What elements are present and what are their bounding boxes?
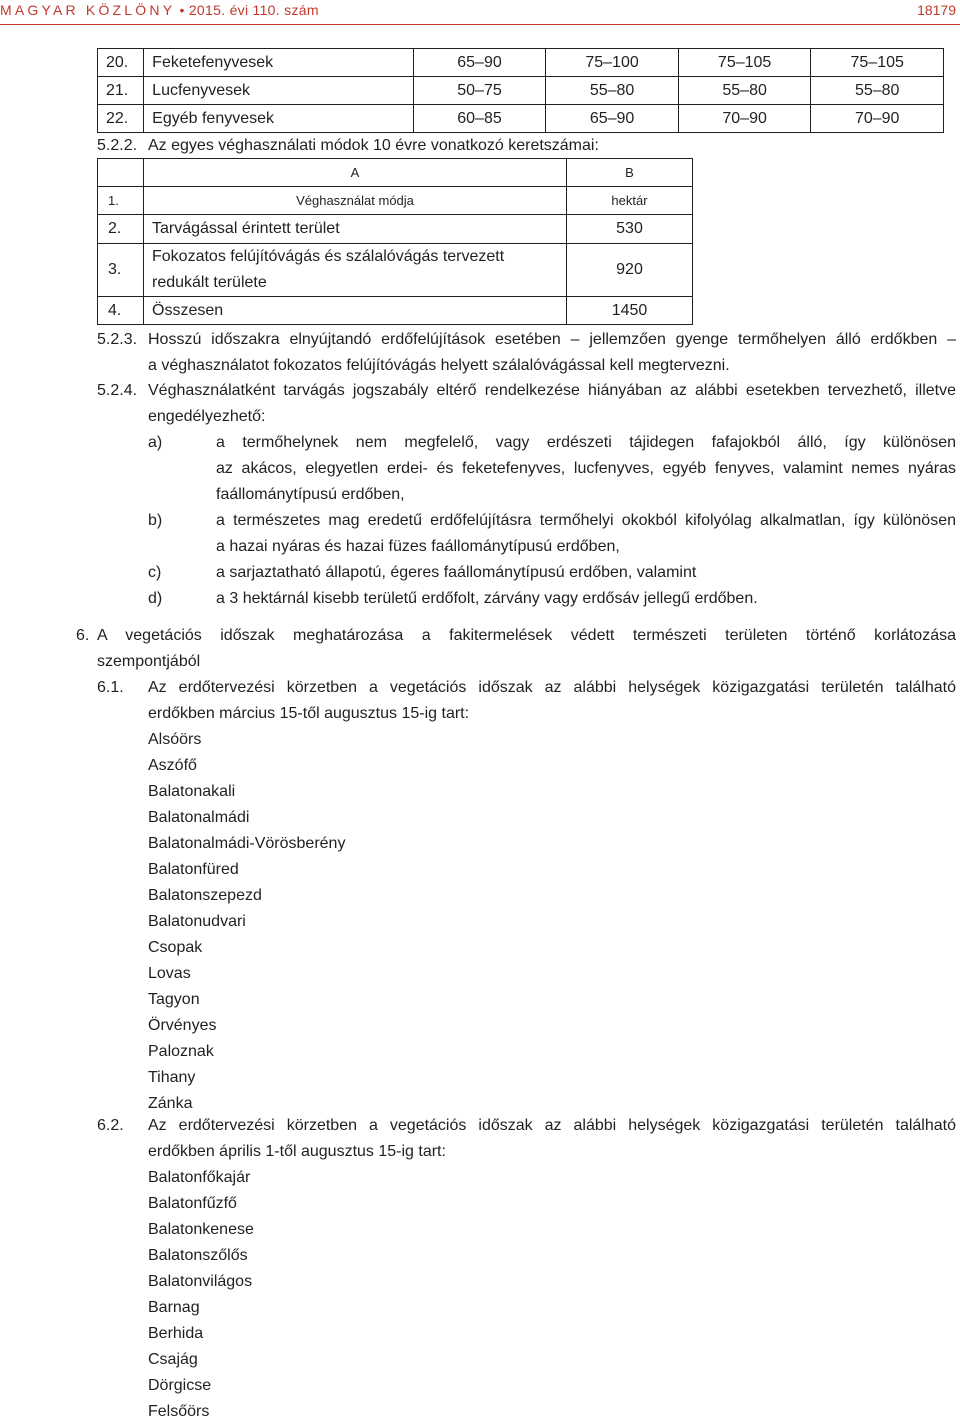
text-line: a termőhelynek nem megfelelő, vagy erdészeti tájidegen fafajokból álló, így különösen xyxy=(216,434,956,451)
text-line: erdőkben március 15-től augusztus 15-ig tart: xyxy=(148,705,470,722)
text-line: a hazai nyáras és hazai füzes faállománytípusú erdőben, xyxy=(216,538,620,555)
column-header-a: A xyxy=(144,159,567,187)
row-value: 1450 xyxy=(567,297,693,325)
row-number: 4. xyxy=(98,297,144,325)
list-label: c) xyxy=(148,564,162,581)
text-line: Az erdőtervezési körzetben a vegetációs időszak az alábbi helységek közigazgatási területén található xyxy=(148,679,956,696)
text-line: faállománytípusú erdőben, xyxy=(216,486,405,503)
list-item: Aszófő xyxy=(148,757,197,774)
page-header xyxy=(0,0,960,24)
text-line: Véghasználatként tarvágás jogszabály eltérő rendelkezése hiányában az alábbi esetekben tervezhető, illetve xyxy=(148,382,956,399)
list-item xyxy=(216,586,758,612)
journal-name: MAGYAR KÖZLÖNY xyxy=(0,2,176,18)
list-item: Balatonudvari xyxy=(148,913,246,930)
header-bullet: • xyxy=(179,2,185,18)
text-line: a természetes mag eredetű erdőfelújításra termőhelyi okokból kifolyólag alkalmatlan, így különösen xyxy=(216,512,956,529)
list-item: Balatonszepezd xyxy=(148,887,262,904)
issue-number: 2015. évi 110. szám xyxy=(188,2,319,18)
species-table xyxy=(97,48,944,133)
list-item: Berhida xyxy=(148,1325,204,1342)
text-line: a véghasználatot fokozatos felújítóvágás helyett szálalóvágással kell megtervezni. xyxy=(148,357,730,374)
cell-value: 60–85 xyxy=(413,105,546,133)
list-item: Balatonszőlős xyxy=(148,1247,248,1264)
table-row xyxy=(98,49,944,77)
list-item xyxy=(216,508,956,560)
table-row xyxy=(98,244,693,297)
row-name: Feketefenyvesek xyxy=(144,49,414,77)
list-item: Csopak xyxy=(148,939,203,956)
row-number: 20. xyxy=(98,49,144,77)
text-line: az akácos, elegyetlen erdei- és feketefenyves, lucfenyves, egyéb fenyves, valamint nemes nyáras xyxy=(216,460,956,477)
cell-value: 70–90 xyxy=(811,105,944,133)
table-header-row xyxy=(98,159,693,187)
text-line: erdőkben április 1-től augusztus 15-ig tart: xyxy=(148,1143,446,1160)
row-number: 21. xyxy=(98,77,144,105)
list-label: d) xyxy=(148,590,163,607)
list-item: Balatonalmádi xyxy=(148,809,250,826)
section-number: 6. xyxy=(76,627,90,644)
section-text xyxy=(148,1113,956,1165)
row-value: 920 xyxy=(567,244,693,297)
list-item: Balatonkenese xyxy=(148,1221,254,1238)
row-number: 22. xyxy=(98,105,144,133)
row-label-line: redukált területe xyxy=(152,274,267,291)
row-name: Egyéb fenyvesek xyxy=(144,105,414,133)
table-row xyxy=(98,105,944,133)
list-item: Balatonakali xyxy=(148,783,236,800)
cell-value: 65–90 xyxy=(413,49,546,77)
text-line: A vegetációs időszak meghatározása a fakitermelések védett természeti területen történő korlátozása xyxy=(97,627,956,644)
list-item: Balatonfüred xyxy=(148,861,239,878)
table-row xyxy=(98,215,693,244)
list-item: Balatonfűzfő xyxy=(148,1195,237,1212)
section-text: Az egyes véghasználati módok 10 évre vonatkozó keretszámai: xyxy=(148,137,599,154)
cell-value: 75–105 xyxy=(678,49,811,77)
text-line: Az erdőtervezési körzetben a vegetációs időszak az alábbi helységek közigazgatási területén található xyxy=(148,1117,956,1134)
text-line: a 3 hektárnál kisebb területű erdőfolt, zárvány vagy erdősáv jellegű erdőben. xyxy=(216,590,758,607)
list-item: Balatonvilágos xyxy=(148,1273,253,1290)
list-item: Örvényes xyxy=(148,1017,217,1034)
list-item: Balatonfőkajár xyxy=(148,1169,251,1186)
text-line: szempontjából xyxy=(97,653,201,670)
text-line: Hosszú időszakra elnyújtandó erdőfelújítások esetében – jellemzően gyenge termőhelyen álló erdőkben – xyxy=(148,331,956,348)
section-text xyxy=(148,327,956,379)
list-item xyxy=(216,430,956,508)
row-name: Lucfenyvesek xyxy=(144,77,414,105)
row-value: hektár xyxy=(567,187,693,215)
page-number: 18179 xyxy=(917,2,956,18)
list-item xyxy=(216,560,696,586)
text-line: a sarjaztatható állapotú, égeres faállománytípusú erdőben, valamint xyxy=(216,564,697,581)
row-label xyxy=(144,244,567,297)
text-line: engedélyezhető: xyxy=(148,408,266,425)
header-rule xyxy=(0,24,960,25)
list-item: Tihany xyxy=(148,1069,196,1086)
section-number: 6.2. xyxy=(97,1117,124,1134)
cell-value: 75–100 xyxy=(546,49,679,77)
table-row xyxy=(98,297,693,325)
row-number: 1. xyxy=(98,187,144,215)
list-item: Barnag xyxy=(148,1299,200,1316)
cell-value: 55–80 xyxy=(811,77,944,105)
place-list xyxy=(148,727,345,1117)
row-value: 530 xyxy=(567,215,693,244)
section-number: 5.2.3. xyxy=(97,331,138,348)
section-text xyxy=(148,675,956,727)
list-item: Csajág xyxy=(148,1351,198,1368)
table-row xyxy=(98,77,944,105)
row-label: Összesen xyxy=(144,297,567,325)
list-item: Paloznak xyxy=(148,1043,214,1060)
place-list xyxy=(148,1165,254,1425)
cell-value: 50–75 xyxy=(413,77,546,105)
row-number: 3. xyxy=(98,244,144,297)
section-number: 6.1. xyxy=(97,679,124,696)
list-item: Dörgicse xyxy=(148,1377,212,1394)
felling-methods-table xyxy=(97,158,693,325)
list-item: Alsóörs xyxy=(148,731,202,748)
row-number: 2. xyxy=(98,215,144,244)
cell-value: 55–80 xyxy=(546,77,679,105)
cell-value: 75–105 xyxy=(811,49,944,77)
section-number: 5.2.4. xyxy=(97,382,138,399)
section-text xyxy=(148,378,956,430)
column-header-b: B xyxy=(567,159,693,187)
row-label: Véghasználat módja xyxy=(144,187,567,215)
list-item: Felsőörs xyxy=(148,1403,210,1420)
list-item: Zánka xyxy=(148,1095,193,1112)
cell-value: 55–80 xyxy=(678,77,811,105)
table-row xyxy=(98,187,693,215)
cell-value: 70–90 xyxy=(678,105,811,133)
section-heading xyxy=(97,623,956,675)
header-title xyxy=(0,2,319,18)
cell-value: 65–90 xyxy=(546,105,679,133)
list-label: b) xyxy=(148,512,163,529)
list-item: Tagyon xyxy=(148,991,200,1008)
section-number: 5.2.2. xyxy=(97,137,138,154)
list-item: Balatonalmádi-Vörösberény xyxy=(148,835,346,852)
list-item: Lovas xyxy=(148,965,191,982)
row-label: Tarvágással érintett terület xyxy=(144,215,567,244)
list-label: a) xyxy=(148,434,163,451)
row-label-line: Fokozatos felújítóvágás és szálalóvágás tervezett xyxy=(152,248,505,265)
